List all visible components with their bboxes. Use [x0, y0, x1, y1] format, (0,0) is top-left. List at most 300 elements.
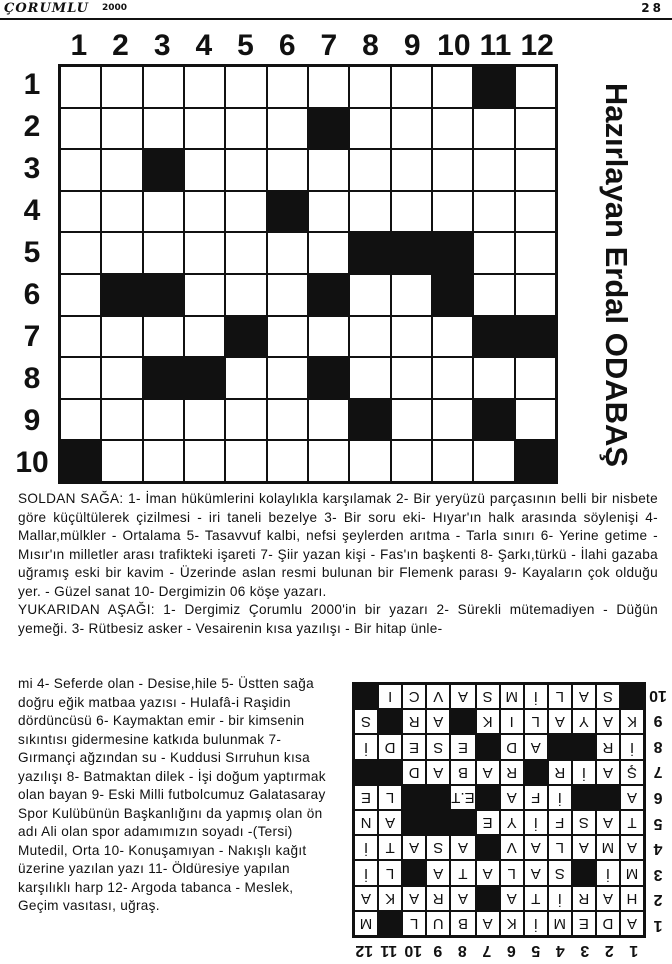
grid-cell — [308, 316, 349, 358]
solution-black-cell — [402, 785, 426, 810]
grid-cell — [432, 357, 473, 399]
solution-letter: Ş — [620, 760, 644, 785]
solution-letter: İ — [524, 810, 548, 835]
solution-letter: A — [500, 785, 524, 810]
solution-letter: K — [500, 911, 524, 936]
grid-cell — [60, 149, 101, 191]
grid-cell — [267, 66, 308, 108]
solution-row-number: 6 — [653, 789, 663, 806]
solution-letter: İ — [524, 684, 548, 709]
solution-letter: M — [548, 911, 572, 936]
grid-cell — [60, 399, 101, 441]
grid-cell — [432, 191, 473, 233]
row-number: 1 — [23, 68, 41, 101]
grid-cell — [515, 191, 556, 233]
solution-letter: A — [596, 810, 620, 835]
black-cell — [349, 399, 390, 441]
grid-cell — [391, 274, 432, 316]
grid-cell — [101, 191, 142, 233]
solution-letter: S — [426, 835, 450, 860]
solution-column-number: 7 — [482, 942, 492, 959]
grid-cell — [349, 108, 390, 150]
solution-letter: E — [476, 810, 500, 835]
grid-cell — [267, 440, 308, 482]
grid-cell — [184, 440, 225, 482]
header-rule — [0, 18, 672, 20]
grid-cell — [184, 316, 225, 358]
solution-letter: İ — [572, 760, 596, 785]
column-number: 2 — [112, 29, 129, 62]
black-cell — [60, 440, 101, 482]
grid-cell — [60, 191, 101, 233]
row-number: 4 — [23, 194, 41, 227]
solution-letter: A — [476, 911, 500, 936]
column-number: 1 — [70, 29, 88, 62]
grid-cell — [391, 149, 432, 191]
grid-cell — [225, 149, 266, 191]
solution-letter: D — [596, 911, 620, 936]
grid-cell — [60, 66, 101, 108]
grid-cell — [60, 108, 101, 150]
solution-letter: M — [596, 835, 620, 860]
solution-letter: A — [426, 760, 450, 785]
grid-cell — [101, 357, 142, 399]
solution-letter: L — [524, 709, 548, 734]
grid-cell — [143, 66, 184, 108]
solution-column-number: 5 — [531, 942, 541, 959]
solution-column-number: 10 — [404, 942, 423, 959]
solution-letter: A — [354, 886, 378, 911]
solution-letter: İ — [596, 860, 620, 885]
grid-cell — [515, 357, 556, 399]
solution-letter: A — [596, 760, 620, 785]
column-number: 10 — [437, 29, 471, 62]
solution-letter: S — [596, 684, 620, 709]
solution-row-number: 5 — [653, 814, 663, 832]
black-cell — [184, 357, 225, 399]
row-number: 7 — [23, 320, 41, 353]
solution-letter: D — [402, 760, 426, 785]
black-cell — [391, 232, 432, 274]
grid-cell — [432, 316, 473, 358]
solution-row-number: 10 — [649, 686, 667, 704]
solution-grid — [352, 682, 646, 938]
page-number: 28 — [641, 1, 664, 15]
solution-letter: A — [450, 835, 475, 860]
solution-letter: İ — [548, 785, 572, 810]
solution-letter: V — [426, 684, 450, 709]
solution-black-cell — [572, 860, 596, 885]
solution-letter: D — [500, 734, 524, 759]
solution-black-cell — [378, 911, 402, 936]
grid-cell — [267, 399, 308, 441]
row-number: 9 — [23, 404, 41, 437]
solution-letter: N — [354, 810, 378, 835]
grid-cell — [391, 440, 432, 482]
author-credit — [566, 66, 666, 484]
grid-cell — [143, 108, 184, 150]
solution-letter: S — [426, 734, 450, 759]
solution-row-number: 8 — [653, 737, 663, 755]
grid-cell — [308, 399, 349, 441]
solution-letter: H — [620, 886, 644, 911]
solution-black-cell — [572, 785, 596, 810]
grid-cell — [184, 191, 225, 233]
solution-letter: I — [378, 684, 402, 709]
solution-letter: L — [378, 785, 402, 810]
grid-cell — [391, 108, 432, 150]
solution-letter: A — [548, 709, 572, 734]
solution-letter: A — [620, 835, 644, 860]
solution-black-cell — [402, 860, 426, 885]
solution-letter: İ — [524, 911, 548, 936]
solution-letter: K — [378, 886, 402, 911]
solution-column-number: 6 — [506, 942, 516, 959]
solution-letter: T — [450, 860, 475, 885]
solution-letter: A — [596, 886, 620, 911]
solution-letter: L — [500, 860, 524, 885]
grid-cell — [473, 440, 514, 482]
grid-cell — [432, 440, 473, 482]
solution-row-number: 4 — [653, 840, 663, 858]
black-cell — [101, 274, 142, 316]
grid-cell — [184, 399, 225, 441]
solution-letter: S — [572, 810, 596, 835]
grid-cell — [267, 232, 308, 274]
solution-column-number: 8 — [457, 942, 467, 959]
grid-cell — [143, 191, 184, 233]
solution-row-number: 9 — [653, 712, 663, 730]
solution-letter: A — [596, 709, 620, 734]
grid-cell — [308, 149, 349, 191]
solution-letter: B — [450, 760, 475, 785]
column-number: 4 — [195, 29, 213, 62]
grid-cell — [515, 232, 556, 274]
black-cell — [267, 191, 308, 233]
solution-black-cell — [596, 785, 620, 810]
grid-cell — [349, 66, 390, 108]
solution-black-cell — [354, 684, 378, 709]
solution-letter: F — [548, 810, 572, 835]
grid-cell — [184, 232, 225, 274]
grid-cell — [143, 440, 184, 482]
solution-letter: A — [426, 709, 450, 734]
column-number: 12 — [520, 29, 554, 62]
solution-letter: A — [620, 911, 644, 936]
grid-cell — [473, 232, 514, 274]
solution-letter: R — [596, 734, 620, 759]
solution-letter: İ — [548, 886, 572, 911]
row-numbers — [6, 64, 58, 484]
black-cell — [473, 66, 514, 108]
grid-cell — [391, 66, 432, 108]
grid-cell — [225, 440, 266, 482]
grid-cell — [473, 149, 514, 191]
author-text: Hazırlayan Erdal ODABAŞ — [599, 82, 635, 468]
column-numbers — [58, 28, 558, 64]
solution-letter: A — [500, 886, 524, 911]
grid-cell — [349, 357, 390, 399]
grid-cell — [349, 191, 390, 233]
grid-cell — [432, 149, 473, 191]
solution-row-number: 7 — [653, 763, 663, 781]
solution-letter: F — [524, 785, 548, 810]
solution-letter: Y — [500, 810, 524, 835]
black-cell — [515, 316, 556, 358]
solution-panel — [340, 676, 670, 962]
row-number: 6 — [23, 278, 41, 311]
solution-row-number: 2 — [653, 891, 663, 909]
grid-cell — [101, 440, 142, 482]
solution-black-cell — [476, 835, 500, 860]
solution-letter: A — [402, 835, 426, 860]
solution-column-number: 3 — [580, 942, 590, 959]
grid-cell — [515, 66, 556, 108]
solution-row-number: 3 — [653, 865, 663, 883]
clues-down-column — [18, 675, 334, 916]
solution-column-number: 2 — [604, 942, 614, 959]
grid-cell — [349, 440, 390, 482]
solution-column-number: 11 — [380, 942, 398, 959]
solution-black-cell — [524, 760, 548, 785]
solution-letter: V — [500, 835, 524, 860]
grid-cell — [101, 149, 142, 191]
grid-cell — [267, 274, 308, 316]
clues-down-rest: mi 4- Seferde olan - Desise,hile 5- Üstten sağa doğru eğik matbaa yazısı - Hulafâ-i Raşidin dördüncüsü 6- Kaymaktan emir - bir kimsenin sıkıntısı gidermesine katkıda bulunmak 7- Gırmançi ağzından su - Kuddusi Sırruhun kısa yazılışı 8- Batmaktan dilek - İşi doğum yaptırmak olan bayan 9- Eski Milli futbolcumuz Galatasaray Spor Kulübünün Başkanlığını da yapmış olan ön adı Ali olan spor adamımızın soyadı -(Tersi) Mutedil, Orta 10- Konuşamıyan - Nakışlı kağıt üzerine yazılan yazı 11- Öldüresiye yapılan karşılıklı harp 12- Argoda tabanca - Meslek, Geçim vasıtası, uğraş. — [18, 676, 326, 913]
grid-cell — [184, 108, 225, 150]
grid-cell — [267, 149, 308, 191]
solution-black-cell — [476, 734, 500, 759]
grid-cell — [143, 232, 184, 274]
solution-letter: A — [620, 785, 644, 810]
masthead-year: 2000 — [102, 3, 128, 13]
solution-black-cell — [402, 810, 426, 835]
crossword-grid — [58, 64, 558, 484]
solution-letter: C — [402, 684, 426, 709]
grid-cell — [515, 399, 556, 441]
black-cell — [143, 357, 184, 399]
grid-cell — [225, 108, 266, 150]
solution-letter: B — [450, 911, 475, 936]
black-cell — [473, 316, 514, 358]
grid-cell — [184, 66, 225, 108]
solution-column-number: 9 — [433, 942, 443, 959]
black-cell — [349, 232, 390, 274]
solution-letter: L — [378, 860, 402, 885]
solution-letter: İ — [354, 734, 378, 759]
solution-letter: R — [548, 760, 572, 785]
black-cell — [515, 440, 556, 482]
solution-black-cell — [450, 810, 475, 835]
grid-cell — [225, 191, 266, 233]
solution-letter: L — [548, 684, 572, 709]
solution-letter: M — [354, 911, 378, 936]
grid-cell — [515, 274, 556, 316]
solution-letter: R — [572, 886, 596, 911]
solution-letter: A — [426, 860, 450, 885]
solution-letter: İ — [354, 860, 378, 885]
grid-cell — [308, 66, 349, 108]
grid-cell — [225, 274, 266, 316]
solution-column-numbers — [352, 938, 646, 962]
column-number: 5 — [237, 29, 254, 62]
solution-letter: L — [548, 835, 572, 860]
black-cell — [473, 399, 514, 441]
solution-letter: A — [450, 684, 475, 709]
grid-cell — [101, 316, 142, 358]
grid-cell — [473, 191, 514, 233]
solution-letter: A — [476, 860, 500, 885]
grid-cell — [515, 149, 556, 191]
grid-cell — [225, 399, 266, 441]
grid-cell — [349, 274, 390, 316]
solution-letter: S — [548, 860, 572, 885]
row-number: 3 — [23, 152, 41, 185]
solution-letter: A — [524, 860, 548, 885]
solution-letter: A — [572, 684, 596, 709]
solution-letter: M — [500, 684, 524, 709]
black-cell — [308, 108, 349, 150]
black-cell — [225, 316, 266, 358]
solution-letter: A — [572, 835, 596, 860]
solution-row-number: 1 — [653, 917, 663, 934]
clues-across: SOLDAN SAĞA: 1- İman hükümlerini kolaylıkla karşılamak 2- Bir yeryüzü parçasının belli bir nisbete göre küçültülerek çizilmesi - iri taneli bezelye 3- Bir soru eki- Hıyar'ın halk arasında söylenişi 4- Mallar,mülkler - Ortalama 5- Tasavvuf kalbi, nefsi şeylerden arıtma - Tarla sınırı 6- Yerine getime - Mısır'ın milletler arası trafikteki işareti 7- Şiir yazan kişi - Fas'ın başkenti 8- Şarkı,türkü - İlahi gazaba uğramış eski bir kavim - Üzerinde aslan resmi bulunan bir Flemenk parası 9- Kayaların çok olduğu yer. - Güzel sanat 10- Dergimizin 06 köşe yazarı. — [18, 491, 658, 599]
solution-letter: K — [620, 709, 644, 734]
row-number: 5 — [23, 236, 41, 269]
grid-cell — [432, 399, 473, 441]
column-number: 7 — [320, 29, 338, 62]
grid-cell — [391, 357, 432, 399]
solution-black-cell — [450, 709, 475, 734]
grid-cell — [101, 399, 142, 441]
grid-cell — [101, 66, 142, 108]
grid-cell — [225, 357, 266, 399]
solution-letter: K — [476, 709, 500, 734]
grid-cell — [143, 399, 184, 441]
grid-cell — [143, 316, 184, 358]
solution-letter: E.T — [450, 785, 475, 810]
solution-letter: E — [354, 785, 378, 810]
solution-letter: D — [378, 734, 402, 759]
solution-black-cell — [426, 810, 450, 835]
solution-letter: İ — [354, 835, 378, 860]
solution-letter: A — [524, 734, 548, 759]
grid-cell — [349, 149, 390, 191]
grid-cell — [391, 399, 432, 441]
solution-black-cell — [548, 734, 572, 759]
solution-column-number: 12 — [355, 942, 374, 959]
solution-letter: İ — [620, 734, 644, 759]
solution-letter: S — [354, 709, 378, 734]
grid-cell — [267, 108, 308, 150]
grid-cell — [432, 66, 473, 108]
solution-letter: L — [402, 911, 426, 936]
solution-black-cell — [354, 760, 378, 785]
grid-cell — [473, 274, 514, 316]
solution-letter: E — [572, 911, 596, 936]
row-number: 2 — [23, 110, 41, 143]
solution-letter: T — [620, 810, 644, 835]
grid-cell — [267, 357, 308, 399]
solution-black-cell — [572, 734, 596, 759]
black-cell — [308, 357, 349, 399]
clues-down-start: YUKARIDAN AŞAĞI: 1- Dergimiz Çorumlu 2000'in bir yazarı 2- Sürekli mütemadiyen - Düğün yemeği. 3- Rütbesiz asker - Vesairenin kısa yazılışı - Bir hitap ünle- — [18, 602, 658, 636]
column-number: 3 — [153, 29, 171, 62]
solution-letter: S — [476, 684, 500, 709]
grid-cell — [473, 357, 514, 399]
column-number: 6 — [278, 29, 296, 62]
solution-letter: A — [402, 886, 426, 911]
solution-letter: A — [378, 810, 402, 835]
solution-letter: A — [524, 835, 548, 860]
solution-letter: E — [450, 734, 475, 759]
solution-letter: R — [500, 760, 524, 785]
black-cell — [432, 274, 473, 316]
solution-letter: M — [620, 860, 644, 885]
column-number: 11 — [479, 29, 512, 62]
column-number: 8 — [362, 29, 379, 62]
masthead-brand: ÇORUMLU — [4, 1, 89, 16]
solution-black-cell — [378, 709, 402, 734]
solution-row-numbers — [646, 682, 670, 938]
grid-cell — [308, 232, 349, 274]
grid-cell — [225, 66, 266, 108]
solution-letter: Y — [572, 709, 596, 734]
grid-cell — [184, 149, 225, 191]
grid-cell — [515, 108, 556, 150]
solution-letter: R — [402, 709, 426, 734]
grid-cell — [308, 440, 349, 482]
column-number: 9 — [403, 29, 421, 62]
solution-black-cell — [426, 785, 450, 810]
solution-black-cell — [620, 684, 644, 709]
solution-column-number: 4 — [555, 942, 565, 959]
grid-cell — [391, 316, 432, 358]
clues-block — [18, 490, 658, 638]
solution-column-number: 1 — [629, 942, 639, 959]
grid-cell — [349, 316, 390, 358]
grid-cell — [267, 316, 308, 358]
solution-black-cell — [476, 785, 500, 810]
black-cell — [432, 232, 473, 274]
solution-letter: I — [500, 709, 524, 734]
solution-letter: E — [402, 734, 426, 759]
grid-cell — [101, 108, 142, 150]
grid-cell — [101, 232, 142, 274]
grid-cell — [60, 232, 101, 274]
black-cell — [143, 274, 184, 316]
row-number: 10 — [15, 446, 49, 479]
solution-letter: U — [426, 911, 450, 936]
solution-black-cell — [476, 886, 500, 911]
solution-letter: A — [450, 886, 475, 911]
row-number: 8 — [23, 362, 41, 395]
solution-letter: A — [476, 760, 500, 785]
grid-cell — [60, 316, 101, 358]
solution-letter: T — [378, 835, 402, 860]
black-cell — [308, 274, 349, 316]
grid-cell — [60, 274, 101, 316]
grid-cell — [308, 191, 349, 233]
solution-letter: T — [524, 886, 548, 911]
grid-cell — [225, 232, 266, 274]
grid-cell — [391, 191, 432, 233]
solution-letter: R — [426, 886, 450, 911]
black-cell — [143, 149, 184, 191]
solution-black-cell — [378, 760, 402, 785]
grid-cell — [184, 274, 225, 316]
grid-cell — [432, 108, 473, 150]
